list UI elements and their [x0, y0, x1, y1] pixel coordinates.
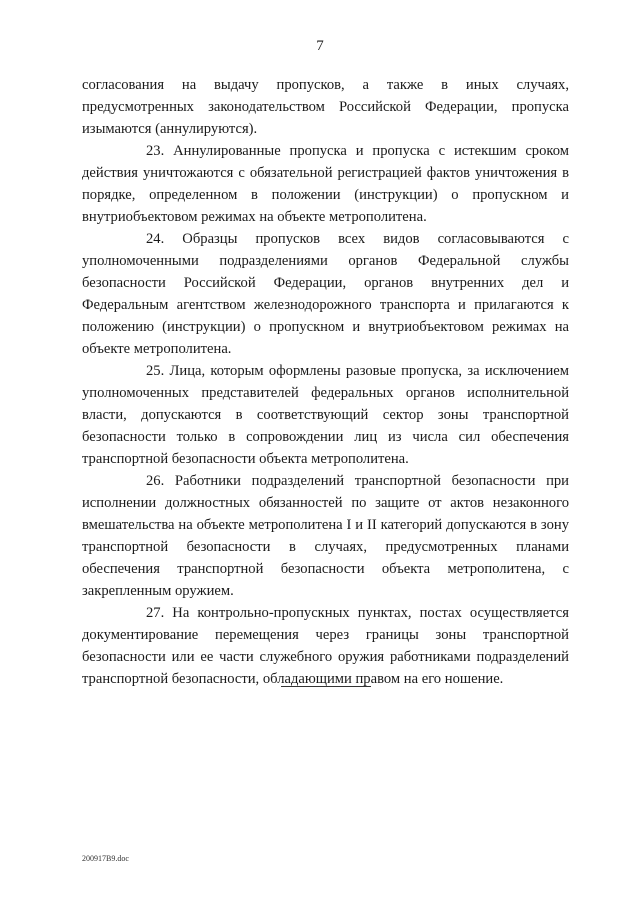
- page-number: 7: [316, 38, 324, 54]
- document-body: [82, 74, 569, 690]
- footer-filename: 200917В9.doc: [82, 854, 129, 863]
- paragraph-25: 25. Лица, которым оформлены разовые пропуска, за исключением уполномоченных представителей федеральных органов исполнительной власти, допускаются в соответствующий сектор зоны транспортной безопасности только в сопровождении лиц из числа сил обеспечения транспортной безопасности объекта метрополитена.: [82, 363, 569, 467]
- paragraph-continuation: согласования на выдачу пропусков, а также в иных случаях, предусмотренных законодательством Российской Федерации, пропуска изымаются (аннулируются).: [82, 77, 569, 137]
- paragraph-24: 24. Образцы пропусков всех видов согласовываются с уполномоченными подразделениями органов Федеральной службы безопасности Российской Федерации, органов внутренних дел и Федеральным агентством железнодорожного транспорта и прилагаются к положению (инструкции) о пропускном и внутриобъектовом режимах на объекте метрополитена.: [82, 231, 569, 357]
- paragraph-23: 23. Аннулированные пропуска и пропуска с истекшим сроком действия уничтожаются с обязательной регистрацией фактов уничтожения в порядке, определенном в положении (инструкции) о пропускном и внутриобъектовом режимах на объекте метрополитена.: [82, 143, 569, 225]
- end-separator-line: [281, 686, 371, 687]
- paragraph-27: 27. На контрольно-пропускных пунктах, постах осуществляется документирование перемещения через границы зоны транспортной безопасности или ее части служебного оружия работниками подразделений транспортной безопасности, обладающими правом на его ношение.: [82, 605, 569, 687]
- paragraph-26: 26. Работники подразделений транспортной безопасности при исполнении должностных обязанностей по защите от актов незаконного вмешательства на объекте метрополитена I и II категорий допускаются в зону транспортной безопасности в случаях, предусмотренных планами обеспечения транспортной безопасности объекта метрополитена, с закрепленным оружием.: [82, 473, 569, 599]
